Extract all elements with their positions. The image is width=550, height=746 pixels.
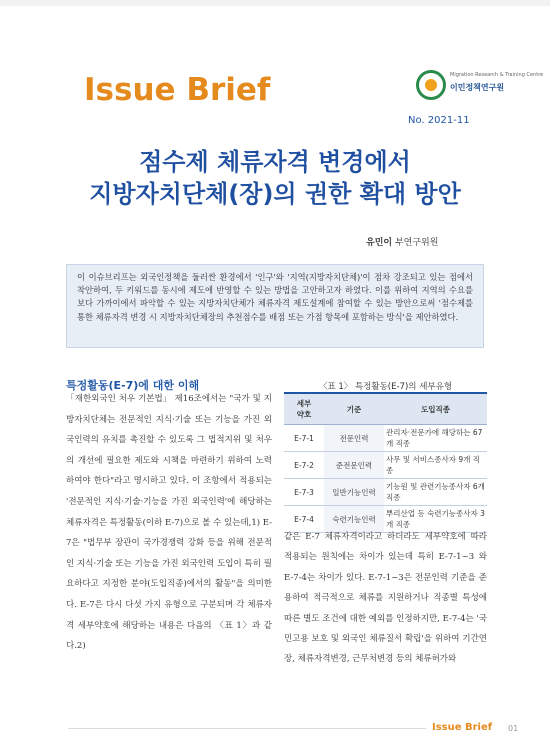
- table-row: [284, 452, 487, 479]
- author-name: 유민이: [366, 238, 393, 248]
- cell-jobs: 관리자·전문가에 해당하는 67개 직종: [384, 425, 487, 452]
- cell-criteria: 숙련기능인력: [324, 506, 384, 533]
- cell-criteria: 준전문인력: [324, 452, 384, 479]
- title-line-2: 지방자치단체(장)의 권한 확대 방안: [89, 180, 461, 208]
- logo-korean-name: 이민정책연구원: [450, 83, 505, 92]
- footer-rule: [68, 728, 426, 729]
- e7-subtype-table: [284, 392, 487, 533]
- header-jobs: 도입직종: [384, 393, 487, 425]
- cell-code: E-7-2: [284, 452, 324, 479]
- author: [366, 235, 438, 248]
- footer-brand: Issue Brief: [432, 722, 493, 733]
- cell-jobs: 기능원 및 관련기능종사자 6개 직종: [384, 479, 487, 506]
- cell-criteria: 전문인력: [324, 425, 384, 452]
- cell-code: E-7-1: [284, 425, 324, 452]
- logo-english-name: Migration Research & Training Centre: [450, 72, 544, 78]
- body-text-left: 「재한외국인 처우 기본법」 제16조에서는 "국가 및 지방자치단체는 전문적인 지식·기술 또는 기능을 가진 외국인력의 유치를 촉진할 수 있도록 그 법적지위 및 처우의 개선에 필요한 제도와 시책을 마련하기 위하여 노력하여야 한다"라고 명시하고 있다. 이 조항에서 적용되는 '전문적인 지식·기술·기능을 가진 외국인력'에 해당하는 체류자격은 특정활동(이하 E-7)으로 볼 수 있는데,1) E-7은 "법무부 장관이 국가경쟁력 강화 등을 위해 전문적인 지식·기술 또는 기능을 가진 외국인력 도입이 특히 필요하다고 지정한 분야(도입직종)에서의 활동"을 의미한다. E-7은 다시 다섯 가지 유형으로 구분되며 각 체류자격 세부약호에 해당하는 내용은 다음의 〈표 1〉과 같다.2): [66, 394, 272, 652]
- table-row: [284, 425, 487, 452]
- page-number: 01: [508, 724, 519, 733]
- cell-jobs: 사무 및 서비스종사자 9개 직종: [384, 452, 487, 479]
- header-criteria: 기준: [324, 393, 384, 425]
- top-band: [0, 0, 550, 6]
- header-code: 세부 약호: [284, 393, 324, 425]
- cell-code: E-7-4: [284, 506, 324, 533]
- cell-code: E-7-3: [284, 479, 324, 506]
- issue-number: No. 2021-11: [408, 115, 470, 126]
- author-role: 부연구위원: [394, 238, 439, 248]
- series-title: Issue Brief: [84, 72, 271, 108]
- section-title: 특정활동(E-7)에 대한 이해: [66, 379, 200, 392]
- cell-jobs: 뿌리산업 등 숙련기능종사자 3개 직종: [384, 506, 487, 533]
- table-header-row: [284, 393, 487, 425]
- logo-emblem-icon: [416, 70, 446, 100]
- institute-logo: [416, 66, 544, 106]
- title-line-1: 점수제 체류자격 변경에서: [139, 148, 411, 176]
- body-text-right: 같은 E-7 체류자격이라고 하더라도 세부약호에 따라 적용되는 원칙에는 차이가 있는데 특히 E-7-1~3 와 E-7-4는 차이가 있다. E-7-1~3은 전문인력 기준을 준용하여 적극적으로 체류를 지원하거나 직종별 특성에 따른 별도 조건에 대한 예외를 인정하지만, E-7-4는 '국민고용 보호 및 외국인 체류질서 확립'을 위하여 기간연장, 체류자격변경, 근무처변경 등의 체류허가와: [284, 532, 487, 665]
- cell-criteria: 일반기능인력: [324, 479, 384, 506]
- table-caption: 〈표 1〉 특정활동(E-7)의 세부유형: [318, 382, 453, 392]
- abstract-box: 이 이슈브리프는 외국인정책을 둘러싼 환경에서 '인구'와 '지역(지방자치단체)'이 점차 강조되고 있는 점에서 착안하여, 두 키워드를 동시에 제도에 반영할 수 있는 방법을 고안하고자 하였다. 이를 위하여 지역의 수요를 보다 가까이에서 파악할 수 있는 지방자치단체가 체류자격 제도설계에 참여할 수 있는 방안으로써 '점수제를 통한 체류자격 변경 시 지방자치단체장의 추천점수를 배점 또는 가점 항목에 포함하는 방식'을 제안하였다.: [66, 264, 484, 348]
- table-row: [284, 479, 487, 506]
